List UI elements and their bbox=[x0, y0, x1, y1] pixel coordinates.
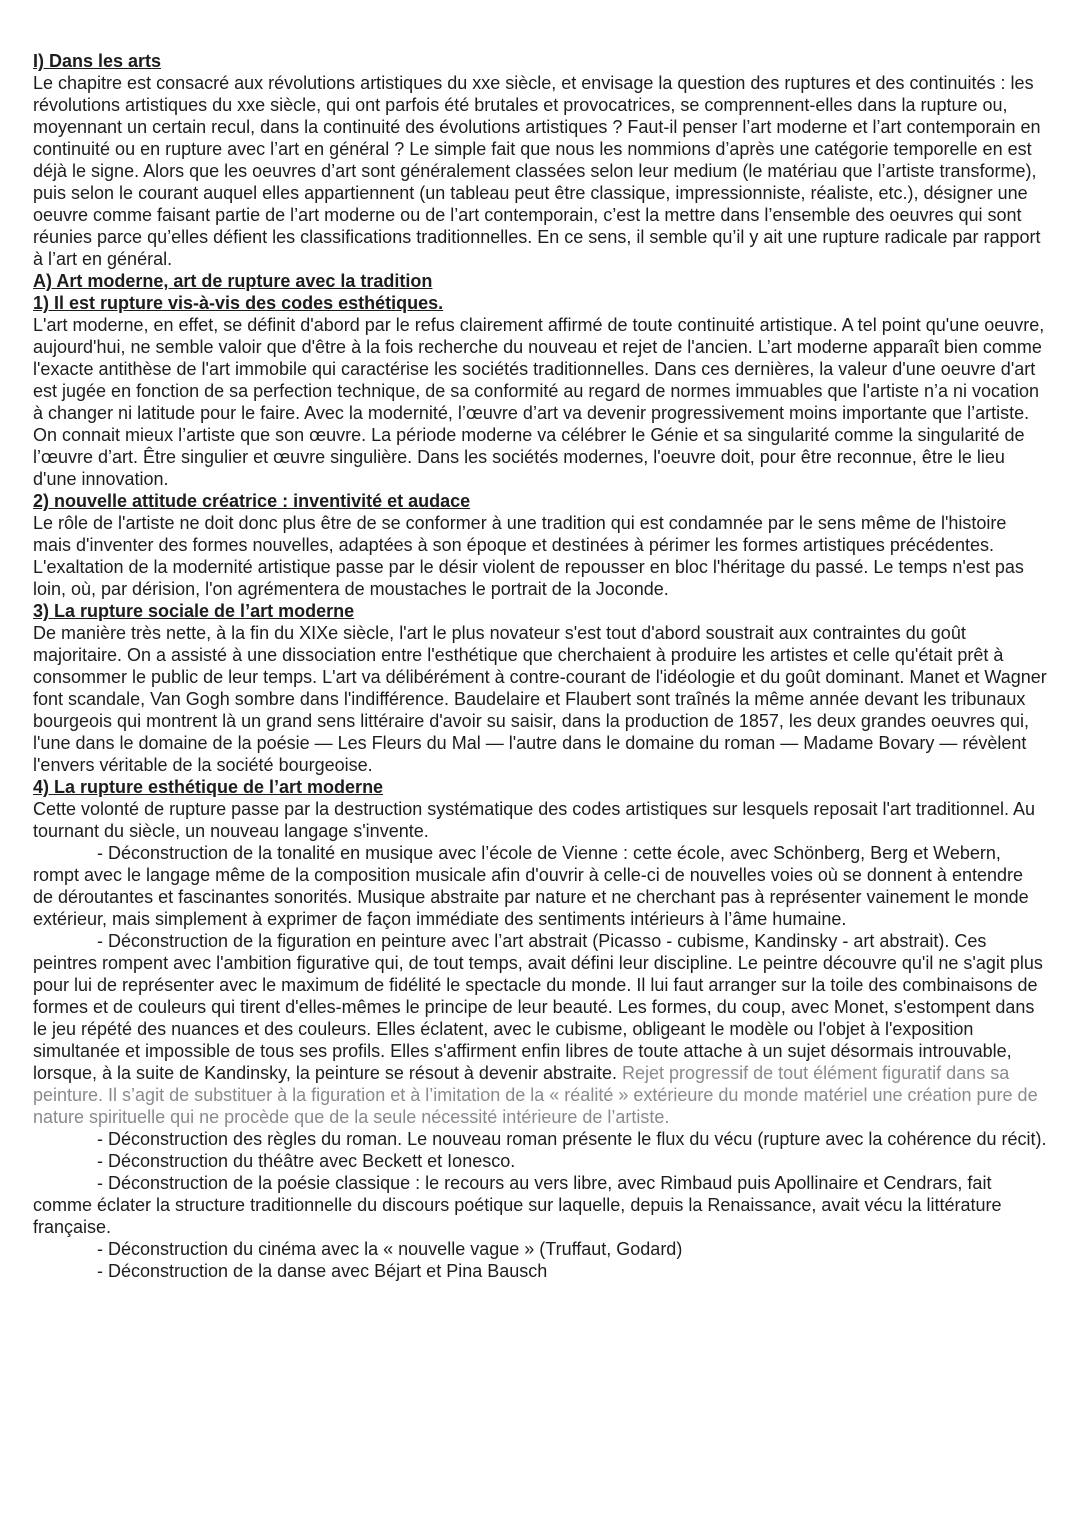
paragraph-rupture-esthetique: Cette volonté de rupture passe par la destruction systématique des codes artistiques sur lesquels reposait l'art traditionnel. Au tournant du siècle, un nouveau langage s'invente. bbox=[33, 799, 1035, 841]
paragraph-rupture-sociale: De manière très nette, à la fin du XIXe siècle, l'art le plus novateur s'est tout d'abord soustrait aux contraintes du goût majoritaire. On a assisté à une dissociation entre l'esthétique que cherchaient à produire les artistes et celle qu'était prêt à consommer le public de leur temps. L'art va délibérément à contre-courant de l'idéologie et du goût dominant. Manet et Wagner font scandale, Van Gogh sombre dans l'indifférence. Baudelaire et Flaubert sont traînés la même année devant les tribunaux bourgeois qui montrent là un grand sens littéraire d'avoir su saisir, dans la production de 1857, les deux grandes oeuvres qui, l'une dans le domaine de la poésie — Les Fleurs du Mal — l'autre dans le domaine du roman — Madame Bovary — révèlent l'envers véritable de la société bourgeoise. bbox=[33, 623, 1047, 775]
section-heading-attitude-creatrice: 2) nouvelle attitude créatrice : inventivité et audace bbox=[33, 491, 471, 511]
list-item-cinema: - Déconstruction du cinéma avec la « nouvelle vague » (Truffaut, Godard) bbox=[97, 1239, 683, 1259]
section-heading-rupture-sociale: 3) La rupture sociale de l’art moderne bbox=[33, 601, 355, 621]
section-heading-dans-les-arts: I) Dans les arts bbox=[33, 51, 162, 71]
list-item-peinture-muted-text: Rejet progressif de tout élément figuratif dans sa peinture. Il s’agit de substituer à la figuration et à l’imitation de la « réalité » extérieure du monde matériel une création pure de nature spirituelle qui ne procède que de la seule nécessité intérieure de l’artiste. bbox=[33, 1063, 1038, 1127]
paragraph-role-artiste: Le rôle de l'artiste ne doit donc plus être de se conformer à une tradition qui est condamnée par le sens même de l'histoire mais d'inventer des formes nouvelles, adaptées à son époque et destinées à périmer les formes artistiques précédentes. bbox=[33, 513, 1007, 555]
list-item-musique: - Déconstruction de la tonalité en musique avec l’école de Vienne : cette école, avec Schönberg, Berg et Webern, rompt avec le langage même de la composition musicale afin d'ouvrir à celle-ci de nouvelles voies où se donnent à entendre de déroutantes et fascinantes sonorités. Musique abstraite par nature et ne cherchant pas à représenter vainement le monde extérieur, mais simplement à exprimer de façon immédiate des sentiments intérieurs à l’âme humaine. bbox=[33, 843, 1029, 929]
paragraph-intro: Le chapitre est consacré aux révolutions artistiques du xxe siècle, et envisage la question des ruptures et des continuités : les révolutions artistiques du xxe siècle, qui ont parfois été brutales et provocatrices, se comprennent-elles dans la rupture ou, moyennant un certain recul, dans la continuité des évolutions artistiques ? Faut-il penser l’art moderne et l’art contemporain en continuité ou en rupture avec l’art en général ? Le simple fait que nous les nommions d’après une catégorie temporelle en est déjà le signe. Alors que les oeuvres d’art sont généralement classées selon leur medium (le matériau que l’artiste transforme), puis selon le courant auquel elles appartiennent (un tableau peut être classique, impressionniste, réaliste, etc.), désigner une oeuvre comme faisant partie de l’art moderne ou de l’art contemporain, c’est la mettre dans l’ensemble des oeuvres qui sont réunies parce qu’elles défient les classifications traditionnelles. En ce sens, il semble qu’il y ait une rupture radicale par rapport à l’art en général. bbox=[33, 73, 1041, 269]
list-item-danse: - Déconstruction de la danse avec Béjart et Pina Bausch bbox=[97, 1261, 548, 1281]
list-item-poesie: - Déconstruction de la poésie classique : le recours au vers libre, avec Rimbaud puis Apollinaire et Cendrars, fait comme éclater la structure traditionnelle du discours poétique sur laquelle, depuis la Renaissance, avait vécu la littérature française. bbox=[33, 1173, 1002, 1237]
list-item-peinture-text: - Déconstruction de la figuration en peinture avec l’art abstrait (Picasso - cubisme, Kandinsky - art abstrait). Ces peintres rompent avec l'ambition figurative qui, de tout temps, avait défini leur discipline. Le peintre découvre qu'il ne s'agit plus pour lui de représenter avec le maximum de fidélité le spectacle du monde. Il lui faut arranger sur la toile des combinaisons de formes et de couleurs qui tirent d'elles-mêmes le principe de leur beauté. Les formes, du coup, avec Monet, s'estompent dans le jeu répété des nuances et des couleurs. Elles éclatent, avec le cubisme, obligeant le modèle ou l'objet à l'exposition simultanée et impossible de tous ses profils. Elles s'affirment enfin libres de toute attache à un sujet désormais introuvable, lorsque, à la suite de Kandinsky, la peinture se résout à devenir abstraite. bbox=[33, 931, 1043, 1083]
paragraph-codes-esthetiques: L'art moderne, en effet, se définit d'abord par le refus clairement affirmé de toute continuité artistique. A tel point qu'une oeuvre, aujourd'hui, ne semble valoir que d'être à la fois recherche du nouveau et rejet de l'ancien. L’art moderne apparaît bien comme l'exacte antithèse de l'art immobile qui caractérise les sociétés traditionnelles. Dans ces dernières, la valeur d'une oeuvre d'art est jugée en fonction de sa perfection technique, de sa conformité au regard de normes immuables que l'artiste n’a ni vocation à changer ni latitude pour le faire. Avec la modernité, l’œuvre d’art va devenir progressivement moins importante que l’artiste. On connait mieux l’artiste que son œuvre. La période moderne va célébrer le Génie et sa singularité comme la singularité de l’œuvre d’art. Être singulier et œuvre singulière. Dans les sociétés modernes, l'oeuvre doit, pour être reconnue, être le lieu d'une innovation. bbox=[33, 315, 1045, 489]
section-heading-art-moderne: A) Art moderne, art de rupture avec la tradition bbox=[33, 271, 433, 291]
list-item-peinture bbox=[33, 930, 1048, 1128]
paragraph-exaltation: L'exaltation de la modernité artistique passe par le désir violent de repousser en bloc l'héritage du passé. Le temps n'est pas loin, où, par dérision, l'on agrémentera de moustaches le portrait de la Joconde. bbox=[33, 557, 1024, 599]
section-heading-codes-esthetiques: 1) Il est rupture vis-à-vis des codes esthétiques. bbox=[33, 293, 444, 313]
list-item-theatre: - Déconstruction du théâtre avec Beckett et Ionesco. bbox=[97, 1151, 516, 1171]
list-item-roman: - Déconstruction des règles du roman. Le nouveau roman présente le flux du vécu (rupture avec la cohérence du récit). bbox=[97, 1129, 1047, 1149]
section-heading-rupture-esthetique: 4) La rupture esthétique de l’art moderne bbox=[33, 777, 384, 797]
